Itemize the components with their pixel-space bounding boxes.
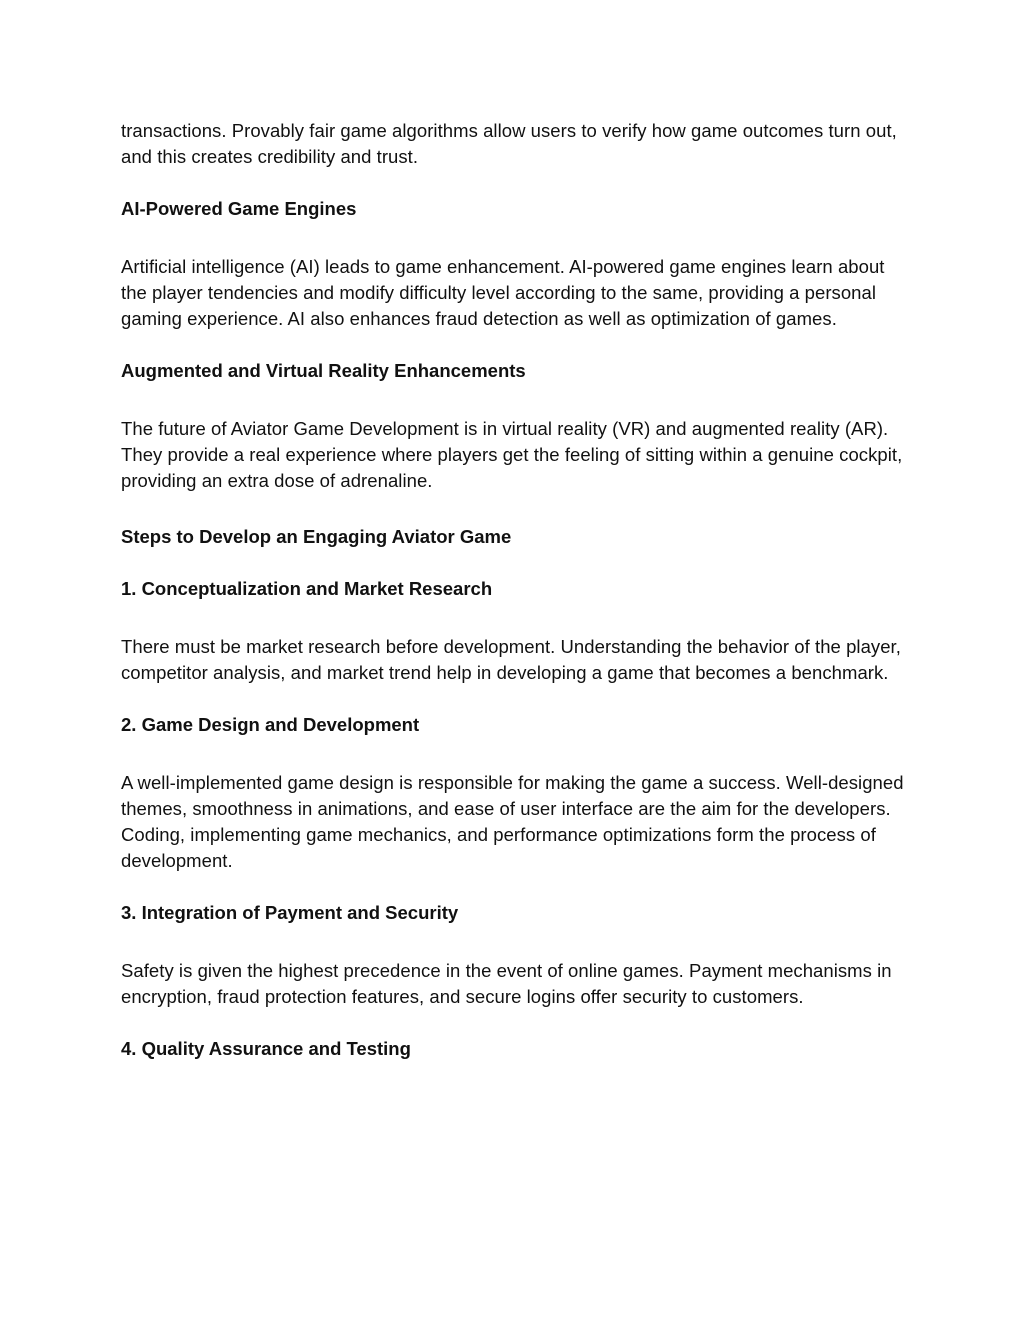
- paragraph-ai: Artificial intelligence (AI) leads to game enhancement. AI-powered game engines learn about the player tendencies and modify difficulty level according to the same, providing a personal gaming experience. AI also enhances fraud detection as well as optimization of games.: [121, 256, 885, 329]
- heading-step-1: 1. Conceptualization and Market Research: [121, 578, 493, 599]
- heading-ar-vr-enhancements: Augmented and Virtual Reality Enhancements: [121, 360, 526, 381]
- heading-steps-to-develop: Steps to Develop an Engaging Aviator Game: [121, 526, 512, 547]
- paragraph-payment-security: Safety is given the highest precedence in the event of online games. Payment mechanisms in encryption, fraud protection features, and secure logins offer security to customers.: [121, 960, 892, 1007]
- paragraph-transactions: transactions. Provably fair game algorithms allow users to verify how game outcomes turn out, and this creates credibility and trust.: [121, 120, 897, 167]
- heading-step-2: 2. Game Design and Development: [121, 714, 420, 735]
- heading-ai-powered-game-engines: AI-Powered Game Engines: [121, 198, 357, 219]
- paragraph-market-research: There must be market research before development. Understanding the behavior of the player, competitor analysis, and market trend help in developing a game that becomes a benchmark.: [121, 636, 901, 683]
- document-body: [121, 118, 911, 1062]
- heading-step-3: 3. Integration of Payment and Security: [121, 902, 459, 923]
- heading-step-4: 4. Quality Assurance and Testing: [121, 1038, 411, 1059]
- paragraph-game-design: A well-implemented game design is responsible for making the game a success. Well-designed themes, smoothness in animations, and ease of user interface are the aim for the developers. Coding, implementing game mechanics, and performance optimizations form the process of development.: [121, 772, 904, 871]
- paragraph-ar-vr: The future of Aviator Game Development is in virtual reality (VR) and augmented reality (AR). They provide a real experience where players get the feeling of sitting within a genuine cockpit, providing an extra dose of adrenaline.: [121, 418, 903, 491]
